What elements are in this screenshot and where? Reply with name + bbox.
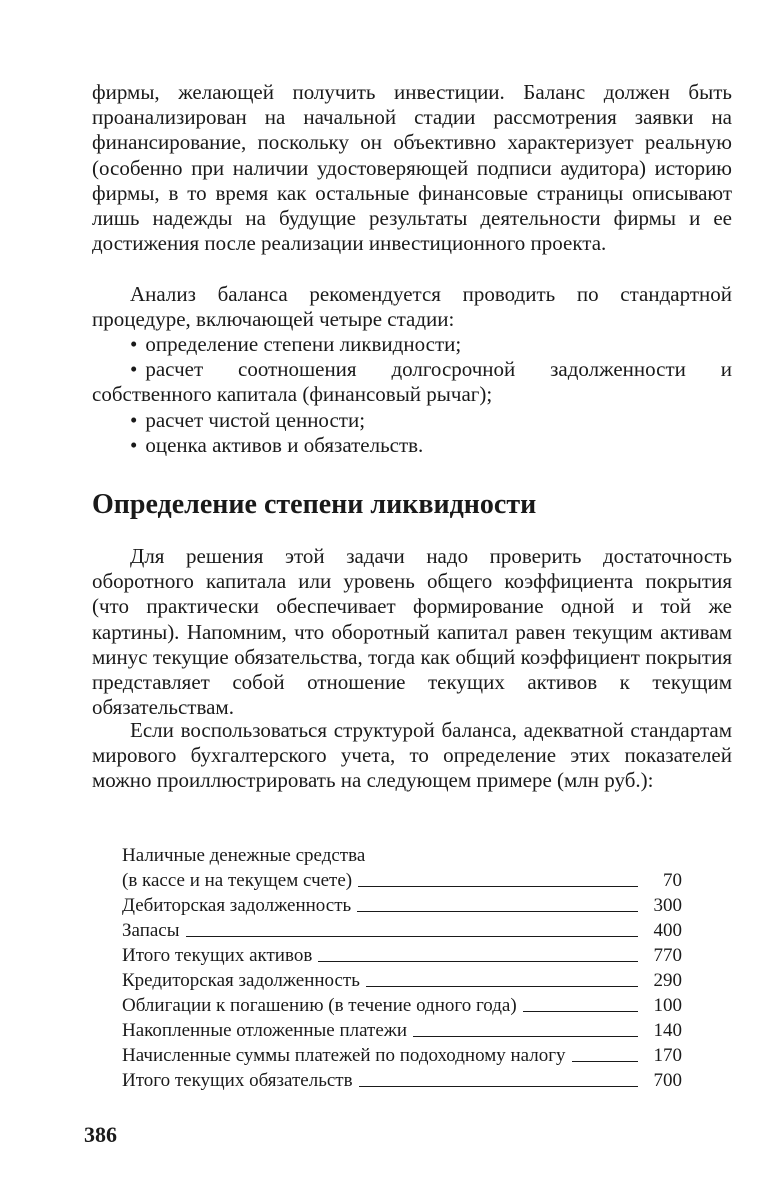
table-row: [122, 992, 682, 1017]
table-row: [122, 1042, 682, 1067]
row-label: Кредиторская задолженность: [122, 970, 360, 991]
leader-line: [572, 1061, 638, 1062]
table-row: [122, 892, 682, 917]
liquidity-paragraph: Для решения этой задачи надо проверить достаточность оборотного капитала или уровень общего коэффициента покрытия (что практически обеспечивает формирование одной и той же картины). Напомним, что оборотный капитал равен текущим активам минус текущие обязательства, тогда как общий коэффициент покрытия представляет собой отношение текущих активов к текущим обязательствам.: [92, 544, 732, 720]
row-value: 100: [653, 995, 682, 1016]
balance-table: [122, 842, 682, 1092]
list-item: • оценка активов и обязательств.: [92, 433, 732, 458]
example-paragraph: Если воспользоваться структурой баланса, адекватной стандартам мирового бухгалтерского учета, то определение этих показателей можно проиллюстрировать на следующем примере (млн руб.):: [92, 718, 732, 793]
table-row: [122, 917, 682, 942]
page-number: 386: [84, 1122, 117, 1147]
row-value: 170: [653, 1045, 682, 1066]
row-label: Облигации к погашению (в течение одного года): [122, 995, 517, 1016]
row-value: 70: [663, 870, 682, 891]
leader-line: [413, 1036, 638, 1037]
row-value: 300: [653, 895, 682, 916]
section-heading: Определение степени ликвидности: [92, 489, 537, 520]
row-value: 290: [653, 970, 682, 991]
analysis-paragraph: Анализ баланса рекомендуется проводить по стандартной процедуре, включающей четыре стадии:: [92, 282, 732, 332]
list-item: • расчет соотношения долгосрочной задолженности и собственного капитала (финансовый рычаг);: [92, 357, 732, 407]
table-row: [122, 1067, 682, 1092]
table-row: [122, 967, 682, 992]
row-label: Итого текущих активов: [122, 945, 313, 966]
row-label: Дебиторская задолженность: [122, 895, 352, 916]
intro-paragraph: фирмы, желающей получить инвестиции. Баланс должен быть проанализирован на начальной стадии рассмотрения заявки на финансирование, поскольку он объективно характеризует реальную (особенно при наличии удостоверяющей подписи аудитора) историю фирмы, в то время как остальные финансовые страницы описывают лишь надежды на будущие результаты деятельности фирмы и ее достижения после реализации инвестиционного проекта.: [92, 80, 732, 256]
leader-line: [523, 1011, 638, 1012]
row-label: Начисленные суммы платежей по подоходному налогу: [122, 1045, 566, 1066]
leader-line: [358, 886, 638, 887]
row-label: Итого текущих обязательств: [122, 1070, 353, 1091]
table-row: [122, 842, 682, 867]
row-value: 770: [653, 945, 682, 966]
leader-line: [357, 911, 638, 912]
row-label: (в кассе и на текущем счете): [122, 870, 353, 891]
table-row: [122, 1017, 682, 1042]
list-item: • расчет чистой ценности;: [92, 408, 732, 433]
leader-line: [366, 986, 638, 987]
row-value: 140: [653, 1020, 682, 1041]
stages-list: [92, 332, 732, 458]
row-label: Запасы: [122, 920, 180, 941]
table-row: [122, 867, 682, 892]
list-item: • определение степени ликвидности;: [92, 332, 732, 357]
table-row: [122, 942, 682, 967]
leader-line: [186, 936, 638, 937]
leader-line: [359, 1086, 638, 1087]
row-label: Накопленные отложенные платежи: [122, 1020, 408, 1041]
leader-line: [318, 961, 638, 962]
row-value: 700: [653, 1070, 682, 1091]
row-label: Наличные денежные средства: [122, 845, 366, 866]
row-value: 400: [653, 920, 682, 941]
